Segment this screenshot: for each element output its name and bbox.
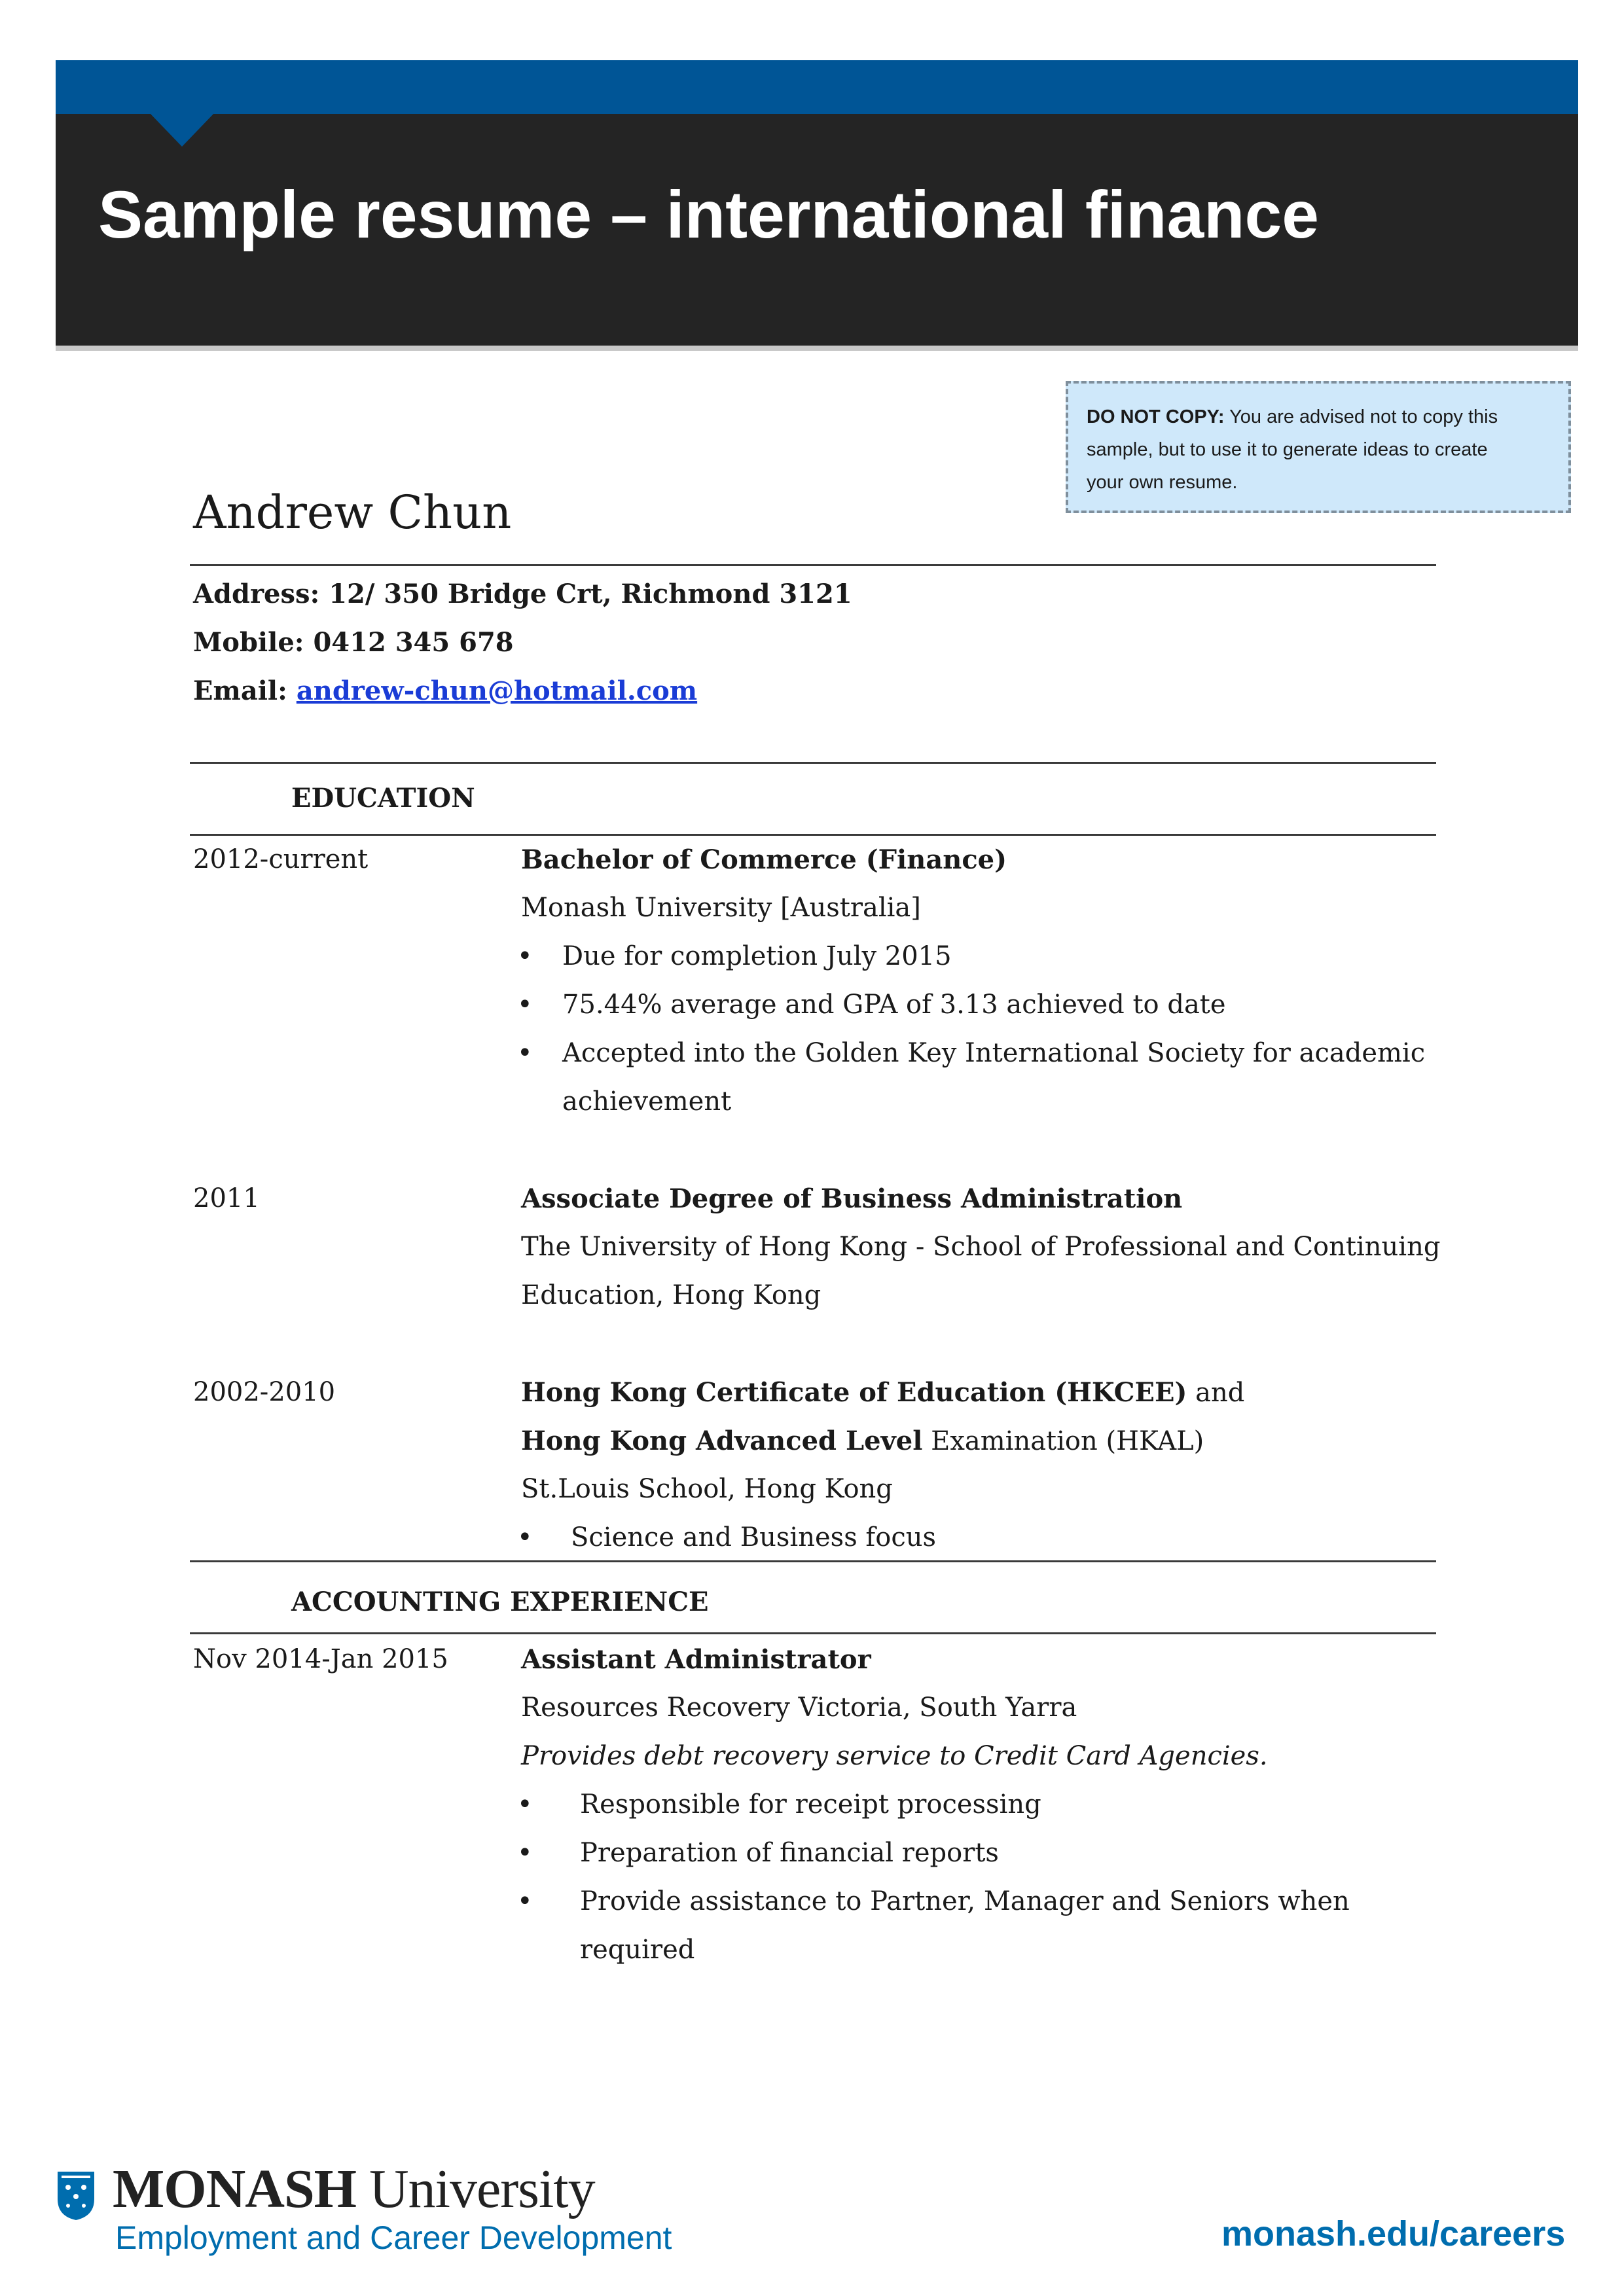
name-divider [190,564,1436,566]
experience-company: Resources Recovery Victoria, South Yarra [521,1693,1077,1723]
header-accent-bar [56,60,1578,114]
page-title: Sample resume – international finance [98,177,1319,252]
bullet-dot: • [517,941,533,971]
experience-divider [190,1632,1436,1634]
education-institution: Monash University [Australia] [521,893,921,923]
education-qualification-2 [521,1426,1204,1456]
education-bullet: Science and Business focus [571,1522,937,1552]
note-line-2: sample, but to use it to generate ideas to create [1087,439,1488,460]
experience-bullet: Responsible for receipt processing [580,1789,1041,1820]
experience-heading: ACCOUNTING EXPERIENCE [291,1587,709,1617]
education-date: 2002-2010 [193,1377,336,1407]
contact-address: Address: 12/ 350 Bridge Crt, Richmond 3121 [193,579,852,609]
bullet-dot: • [517,1789,533,1820]
qualification-bold: Hong Kong Advanced Level [521,1426,923,1456]
bullet-dot: • [517,1038,533,1068]
bullet-dot: • [517,990,533,1020]
person-name: Andrew Chun [193,486,512,539]
education-bullet: Due for completion July 2015 [562,941,952,971]
contact-email [193,675,697,706]
email-link[interactable]: andrew-chun@hotmail.com [296,675,698,706]
education-degree: Associate Degree of Business Administration [521,1183,1183,1214]
experience-bullet: Provide assistance to Partner, Manager and Seniors when [580,1886,1350,1916]
do-not-copy-note [1066,381,1571,513]
qualification-rest: Examination (HKAL) [922,1426,1204,1456]
qualification-rest: and [1187,1378,1245,1408]
header-notch [149,113,215,147]
careers-url[interactable]: monash.edu/careers [1221,2214,1566,2253]
logo-bold: MONASH [113,2159,356,2219]
qualification-bold: Hong Kong Certificate of Education (HKCEE) [521,1377,1187,1408]
education-institution: The University of Hong Kong - School of Professional and Continuing [521,1232,1441,1262]
bullet-dot: • [517,1522,533,1552]
education-bullet: Accepted into the Golden Key International Society for academic [562,1038,1426,1068]
education-date: 2012-current [193,844,369,874]
experience-date: Nov 2014-Jan 2015 [193,1644,448,1674]
education-date: 2011 [193,1183,260,1213]
logo-subtitle: Employment and Career Development [115,2219,672,2256]
experience-bullet: Preparation of financial reports [580,1838,999,1868]
education-heading: EDUCATION [291,783,475,814]
monash-logo-text [113,2157,595,2221]
experience-description: Provides debt recovery service to Credit Card Agencies. [521,1741,1268,1771]
section-divider [190,762,1436,764]
experience-role: Assistant Administrator [521,1644,871,1675]
email-label: Email: [193,675,287,706]
monash-crest-icon [56,2170,96,2221]
note-label: DO NOT COPY: [1087,406,1225,427]
bullet-dot: • [517,1886,533,1916]
education-qualification-1 [521,1377,1244,1408]
experience-bullet-continued: required [580,1935,695,1965]
note-line-1: You are advised not to copy this [1229,406,1498,427]
section-divider [190,1560,1436,1562]
bullet-dot: • [517,1838,533,1868]
logo-rest: University [356,2159,595,2219]
education-bullet-continued: achievement [562,1086,732,1117]
contact-mobile: Mobile: 0412 345 678 [193,627,514,658]
note-line-3: your own resume. [1087,472,1238,493]
education-divider [190,834,1436,836]
education-institution: St.Louis School, Hong Kong [521,1474,893,1504]
header-shadow [56,346,1578,351]
education-degree: Bachelor of Commerce (Finance) [521,844,1007,875]
education-institution-continued: Education, Hong Kong [521,1280,821,1310]
education-bullet: 75.44% average and GPA of 3.13 achieved to date [562,990,1226,1020]
